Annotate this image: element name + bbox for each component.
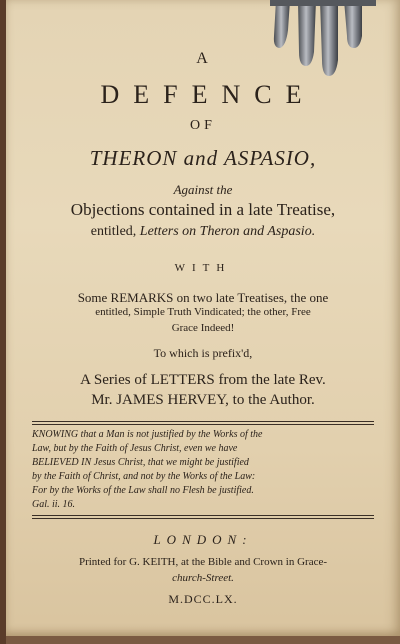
letters-line-1: A Series of LETTERS from the late Rev. <box>80 372 326 388</box>
imprint-printer-line-2: church-Street. <box>172 572 234 584</box>
imprint-printer-line-1: Printed for G. KEITH, at the Bible and Crown in Grace- <box>78 556 328 568</box>
letters-line-2: Mr. JAMES HERVEY, to the Author. <box>91 392 315 408</box>
title-article: A <box>196 50 210 67</box>
entitled-prefix: entitled, <box>90 224 140 239</box>
rule-top <box>32 421 374 422</box>
quote-line: Law, but by the Faith of Jesus Christ, even we have <box>32 443 238 454</box>
title-subject: THERON and ASPASIO, <box>89 146 317 170</box>
rule-top-thin <box>32 424 374 425</box>
scripture-quote <box>32 428 376 512</box>
quote-line: KNOWING that a Man is not justified by the Works of the <box>32 429 263 440</box>
remarks-line-3: Grace Indeed! <box>171 322 235 334</box>
entitled-title: Letters on Theron and Aspasio. <box>139 224 316 239</box>
remarks-line-2: entitled, Simple Truth Vindicated; the other, Free <box>95 306 311 318</box>
title-page <box>6 0 400 636</box>
title-of: OF <box>190 118 216 133</box>
title-main-word: DEFENCE <box>100 80 316 109</box>
imprint-place: LONDON: <box>153 532 253 547</box>
title-objections: Objections contained in a late Treatise, <box>70 200 336 219</box>
rule-bottom <box>32 515 374 516</box>
title-with: WITH <box>174 262 232 274</box>
title-entitled <box>6 224 400 240</box>
quote-citation: Gal. ii. 16. <box>32 499 76 510</box>
prefixed-line: To which is prefix'd, <box>153 346 253 360</box>
quote-line: by the Faith of Christ, and not by the Works of the Law: <box>32 471 256 482</box>
remarks-line-1: Some REMARKS on two late Treatises, the one <box>77 290 329 305</box>
metal-hand-weight-icon <box>268 0 378 80</box>
title-against: Against the <box>173 182 233 197</box>
imprint-date: M.DCC.LX. <box>168 592 238 606</box>
rule-bottom-thin <box>32 518 374 519</box>
quote-line: BELIEVED IN Jesus Christ, that we might be justified <box>32 457 249 468</box>
quote-line: For by the Works of the Law shall no Flesh be justified. <box>32 485 254 496</box>
